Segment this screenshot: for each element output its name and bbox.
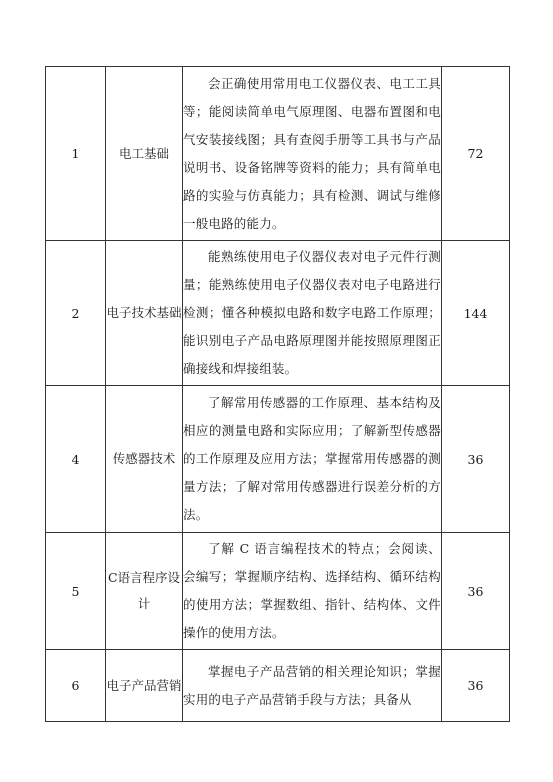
table-row bbox=[46, 67, 510, 241]
course-hours: 144 bbox=[442, 241, 510, 386]
course-table bbox=[45, 66, 510, 722]
course-description: 掌握电子产品营销的相关理论知识；掌握实用的电子产品营销手段与方法；具备从 bbox=[183, 650, 442, 722]
course-hours: 36 bbox=[442, 650, 510, 722]
course-hours: 36 bbox=[442, 386, 510, 533]
table-row bbox=[46, 241, 510, 386]
table-row bbox=[46, 386, 510, 533]
course-number: 5 bbox=[46, 533, 106, 650]
course-number: 1 bbox=[46, 67, 106, 241]
course-name: C语言程序设计 bbox=[106, 533, 183, 650]
course-description: 了解常用传感器的工作原理、基本结构及相应的测量电路和实际应用；了解新型传感器的工作原理及应用方法；掌握常用传感器的测量方法；了解对常用传感器进行误差分析的方法。 bbox=[183, 386, 442, 533]
course-description: 了解 C 语言编程技术的特点；会阅读、会编写；掌握顺序结构、选择结构、循环结构的使用方法；掌握数组、指针、结构体、文件操作的使用方法。 bbox=[183, 533, 442, 650]
course-name: 电工基础 bbox=[106, 67, 183, 241]
course-number: 4 bbox=[46, 386, 106, 533]
course-number: 2 bbox=[46, 241, 106, 386]
course-name: 传感器技术 bbox=[106, 386, 183, 533]
course-description: 能熟练使用电子仪器仪表对电子元件行测量；能熟练使用电子仪器仪表对电子电路进行检测；懂各种模拟电路和数字电路工作原理；能识别电子产品电路原理图并能按照原理图正确接线和焊接组装。 bbox=[183, 241, 442, 386]
course-name: 电子技术基础 bbox=[106, 241, 183, 386]
table-row bbox=[46, 650, 510, 722]
course-hours: 36 bbox=[442, 533, 510, 650]
course-name: 电子产品营销 bbox=[106, 650, 183, 722]
course-number: 6 bbox=[46, 650, 106, 722]
table-row bbox=[46, 533, 510, 650]
course-description: 会正确使用常用电工仪器仪表、电工工具等；能阅读简单电气原理图、电器布置图和电气安装接线图；具有查阅手册等工具书与产品说明书、设备铭牌等资料的能力；具有简单电路的实验与仿真能力；具有检测、调试与维修一般电路的能力。 bbox=[183, 67, 442, 241]
course-hours: 72 bbox=[442, 67, 510, 241]
